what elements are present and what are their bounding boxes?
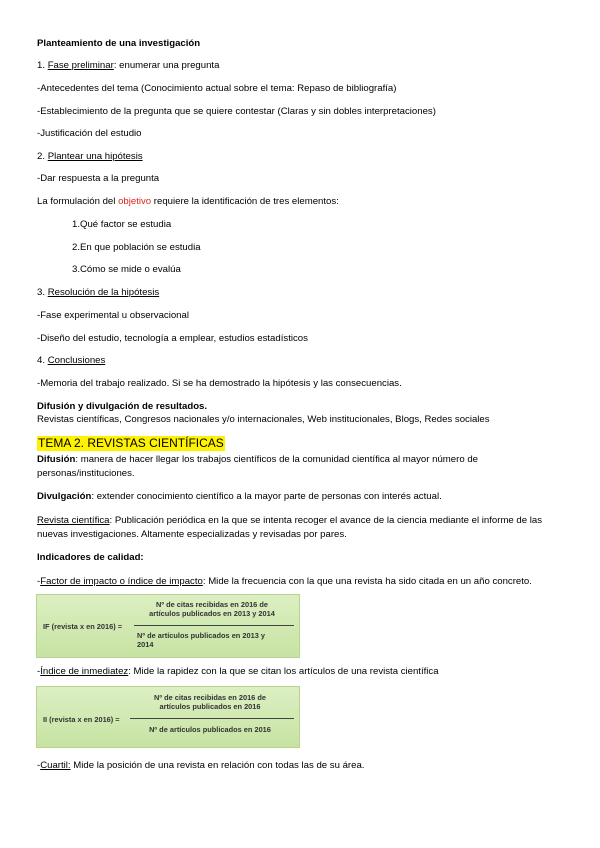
fi-text: : Mide la frecuencia con la que una revista ha sido citada en un año concreto. (202, 576, 532, 587)
step-3-title: Resolución de la hipótesis (47, 287, 160, 298)
formula1-lhs: IF (revista x en 2016) = (43, 622, 123, 631)
section-title: Planteamiento de una investigación (37, 38, 201, 49)
bullet-antecedentes: -Antecedentes del tema (Conocimiento actual sobre el tema: Repaso de bibliografía) (37, 83, 397, 94)
step-3 (37, 287, 159, 299)
dissemination-title: Difusión y divulgación de resultados. (37, 401, 208, 412)
list-item-medicion: 3.Cómo se mide o evalúa (72, 264, 181, 275)
indice-inmediatez-line (37, 666, 439, 678)
cuartil-line (37, 760, 364, 772)
bullet-diseno: -Diseño del estudio, tecnología a emplear, estudios estadísticos (37, 333, 308, 344)
cuartil-label: Cuartil: (40, 760, 71, 771)
formulation-line (37, 196, 339, 208)
revista-paragraph (37, 514, 557, 542)
bullet-memoria: -Memoria del trabajo realizado. Si se ha demostrado la hipótesis y las consecuencias. (37, 378, 402, 389)
step-2-number: 2. (37, 151, 46, 162)
difusion-paragraph (37, 453, 557, 481)
list-item-poblacion: 2.En que población se estudia (72, 242, 201, 253)
divulgacion-text: : extender conocimiento científico a la mayor parte de personas con interés actual. (91, 491, 442, 502)
bullet-justificacion: -Justificación del estudio (37, 128, 142, 139)
revista-text: : Publicación periódica en la que se intenta recoger el avance de la ciencia mediante el informe de las nuevas investigaciones. Altamente especializadas y revisadas por pares. (37, 515, 543, 540)
formulation-pre: La formulación del (37, 196, 119, 207)
formula1-numerator-1: Nº de citas recibidas en 2016 de (156, 600, 268, 609)
ii-text: : Mide la rapidez con la que se citan los artículos de una revista científica (128, 666, 439, 677)
impact-factor-formula (36, 594, 300, 658)
bullet-establecimiento: -Establecimiento de la pregunta que se quiere contestar (Claras y sin dobles interpretaciones) (37, 106, 436, 117)
step-1-title: Fase preliminar (47, 60, 114, 71)
tema-2-heading: TEMA 2. REVISTAS CIENTÍFICAS (38, 436, 224, 450)
step-1-number: 1. (37, 60, 46, 71)
cuartil-prefix: - (37, 760, 41, 771)
fi-prefix: - (37, 576, 41, 587)
difusion-text: : manera de hacer llegar los trabajos científicos de la comunidad científica al mayor número de personas/instituciones. (37, 454, 478, 479)
formula2-fraction-line (130, 718, 294, 719)
formula2-numerator-1: Nº de citas recibidas en 2016 de (154, 693, 266, 702)
formula1-denominator-1: Nº de artículos publicados en 2013 y (137, 631, 265, 640)
formula2-numerator-2: artículos publicados en 2016 (159, 702, 261, 711)
factor-impacto-line (37, 576, 532, 588)
formula2-denominator-1: Nº de artículos publicados en 2016 (149, 725, 271, 734)
bullet-fase-experimental: -Fase experimental u observacional (37, 310, 189, 321)
divulgacion-label: Divulgación (37, 491, 92, 502)
step-4-number: 4. (37, 355, 46, 366)
dissemination-text: Revistas científicas, Congresos nacionales y/o internacionales, Web institucionales, Blogs, Redes sociales (37, 414, 490, 425)
fi-label: Factor de impacto o índice de impacto (40, 576, 203, 587)
list-item-factor: 1.Qué factor se estudia (72, 219, 172, 230)
formula1-denominator-2: 2014 (137, 640, 154, 649)
step-2 (37, 151, 143, 163)
ii-prefix: - (37, 666, 41, 677)
immediacy-index-formula (36, 686, 300, 748)
indicadores-title: Indicadores de calidad: (37, 552, 144, 563)
divulgacion-paragraph (37, 491, 442, 503)
step-4 (37, 355, 105, 367)
cuartil-text: Mide la posición de una revista en relación con todas las de su área. (70, 760, 365, 771)
step-2-title: Plantear una hipótesis (47, 151, 143, 162)
formula2-lhs: II (revista x en 2016) = (43, 715, 120, 724)
ii-label: Índice de inmediatez (40, 666, 129, 677)
formulation-post: requiere la identificación de tres elementos: (151, 196, 339, 207)
step-3-number: 3. (37, 287, 46, 298)
difusion-label: Difusión (37, 454, 76, 465)
step-1 (37, 60, 219, 72)
formula1-fraction-line (134, 625, 294, 626)
objetivo-word: objetivo (118, 196, 152, 207)
formula1-numerator-2: artículos publicados en 2013 y 2014 (149, 609, 275, 618)
bullet-respuesta: -Dar respuesta a la pregunta (37, 173, 160, 184)
step-1-rest: : enumerar una pregunta (113, 60, 220, 71)
revista-label: Revista científica (37, 515, 110, 526)
step-4-title: Conclusiones (47, 355, 106, 366)
